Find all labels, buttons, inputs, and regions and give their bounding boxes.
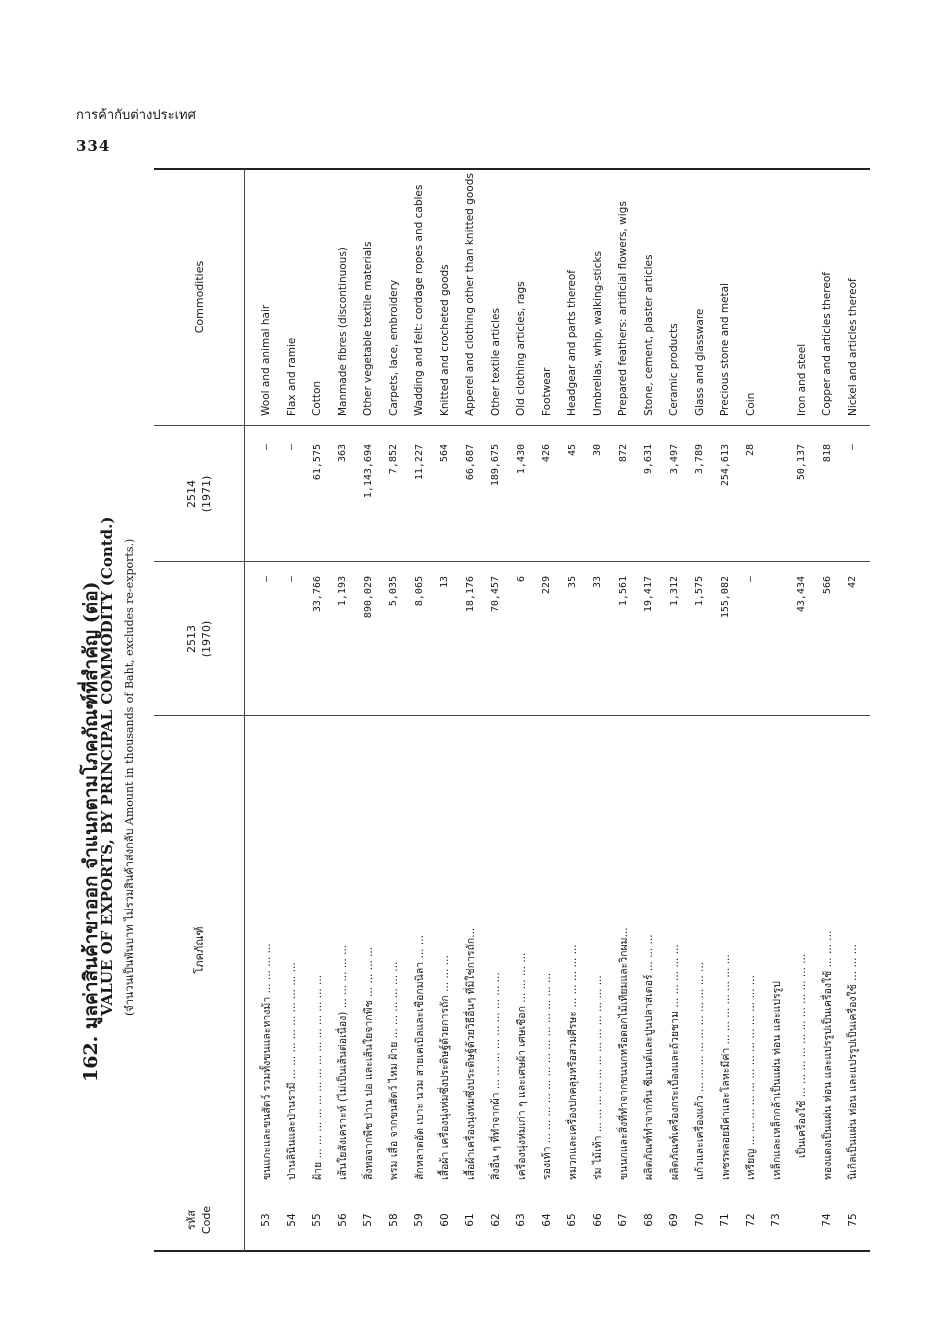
page-number: 334: [76, 137, 111, 155]
table-row: [356, 168, 380, 1252]
table-row: [560, 168, 584, 1252]
table-row: [458, 168, 482, 1252]
header-commodity-english: [154, 172, 244, 422]
row-value-1970: 18,176: [464, 576, 476, 613]
row-commodity-english: Apperel and clothing other than knitted goods: [464, 173, 476, 416]
row-commodity-english: Headgear and parts thereof: [566, 269, 578, 416]
row-code: 66: [591, 1213, 604, 1227]
row-commodity-thai: สักหลาดอัด เบาะ นวม สายเคเบิลและเชือกมนิลา ... ...: [413, 935, 426, 1180]
table-row: [509, 168, 533, 1252]
row-value-1970: 229: [541, 576, 552, 595]
row-commodity-thai: เสื้อผ้า เครื่องนุ่งห่มซึ่งประดิษฐ์ด้วยการถัก ... ... ...: [439, 955, 451, 1180]
row-commodity-thai: สิ่งทอจากพืช ป่าน ปอ และเส้นใยจากพืช ... ... ... ...: [362, 946, 375, 1180]
row-commodity-thai: ฝ้าย ... ... ... ... ... ... ... ... ... ... ... ... ... ...: [311, 974, 324, 1180]
row-commodity-thai: หมวกและเครื่องปกคลุมหรือสวมศีรษะ ... ... ... ... ...: [566, 944, 579, 1180]
row-value-1970: 33: [592, 576, 603, 589]
row-value-1970: 70,457: [490, 576, 501, 613]
row-code: 74: [821, 1213, 833, 1227]
row-commodity-thai: ร่ม ไม้เท้า ... ... ... ... ... ... ... ... ... ... ... ...: [592, 975, 604, 1180]
row-value-1971: 45: [566, 444, 578, 457]
row-commodity-thai: ขนแกะและขนสัตว์ รวมทั้งขนและหางม้า ... ... ... ...: [260, 943, 273, 1180]
row-value-1970: 1,312: [668, 576, 680, 607]
row-commodity-english: Umbrellas, whip, walking-sticks: [591, 251, 604, 416]
row-commodity-english: Coin: [744, 392, 757, 416]
row-commodity-english: Glass and glassware: [693, 308, 706, 416]
row-value-1970: 155,082: [719, 576, 731, 619]
header-year-1971: [154, 430, 244, 558]
row-commodity-english: Carpets, lace, embroidery: [387, 279, 400, 416]
row-code: 69: [668, 1213, 680, 1227]
row-code: 71: [719, 1213, 731, 1227]
section-title: การค้ากับต่างประเทศ: [76, 108, 196, 123]
row-value-1970: 890,029: [362, 576, 374, 619]
row-value-1971: 7,852: [388, 444, 399, 475]
row-code: 59: [413, 1213, 425, 1227]
table-row: [254, 168, 278, 1252]
row-commodity-thai: ขนนกและสิ่งที่ทำจากขนนกหรือดอกไม้เทียมและวิกผม...: [617, 927, 630, 1180]
row-value-1971: —: [286, 444, 297, 451]
row-value-1971: 254,613: [719, 444, 731, 487]
row-code: 56: [336, 1213, 349, 1227]
row-commodity-thai: เพชรพลอยมีค่าและโลหะมีค่า ... ... ... ... ... ... ...: [719, 954, 732, 1180]
row-value-1970: 8,065: [413, 576, 425, 607]
row-value-1971: 61,575: [311, 444, 323, 481]
table-row: [382, 168, 406, 1252]
row-code: 61: [464, 1213, 476, 1227]
row-code: 68: [642, 1213, 655, 1227]
table-titles: [76, 168, 152, 1252]
row-commodity-english: Knitted and crocheted goods: [438, 264, 451, 416]
row-value-1970: 13: [439, 576, 450, 589]
row-value-1971: 1,430: [515, 444, 527, 475]
row-value-1970: 6: [515, 576, 527, 583]
row-commodity-thai: แก้วและเครื่องแก้ว ... ... ... ... ... ... ... ... ... ...: [694, 961, 706, 1180]
header-divider: [244, 168, 245, 1252]
row-commodity-thai: เสื้อผ้าเครื่องนุ่งห่มซึ่งประดิษฐ์ด้วยวิธีอื่นๆ ที่มิใช่การถัก...: [464, 927, 477, 1180]
row-value-1971: 30: [592, 444, 603, 457]
row-commodity-english: Prepared feathers: artificial flowers, wigs: [617, 201, 629, 416]
table-row: [611, 168, 635, 1252]
row-commodity-english: Ceramic products: [668, 323, 680, 416]
row-value-1970: 566: [821, 576, 833, 595]
table-row: [662, 168, 686, 1252]
row-value-1971: 564: [439, 444, 450, 463]
row-value-1971: —: [260, 444, 272, 451]
table-unit-note: (จำนวนเป็นพันบาท ไม่รวมสินค้าส่งกลับ Amount in thousands of Baht, excludes re-exports.): [123, 538, 136, 1016]
table-title-english: VALUE OF EXPORTS, BY PRINCIPAL COMMODITY (Contd.): [98, 516, 116, 1016]
table-row: [713, 168, 737, 1252]
table-row: [688, 168, 712, 1252]
row-value-1971: 11,227: [413, 444, 425, 481]
row-code: 62: [489, 1213, 502, 1227]
row-commodity-thai: รองเท้า ... ... ... ... ... ... ... ... ... ... ... ... ...: [541, 972, 553, 1180]
row-code: 70: [693, 1213, 706, 1227]
header-year-1970-thai: 2513: [185, 625, 198, 653]
row-commodity-english: Wadding and felt: cordage ropes and cables: [413, 184, 425, 416]
row-commodity-thai: ทองแดงเป็นแผ่น ท่อน และแปรรูปเป็นเครื่องใช้ ... ... ...: [821, 930, 834, 1180]
table-title-thai: 162. มูลค่าสินค้าขาออก จำแนกตามโภคภัณฑ์ที่สำคัญ (ต่อ): [80, 581, 102, 1082]
row-commodity-thai: เครื่องนุ่งห่มเก่า ๆ และเศษผ้า เศษเชือก ... ... ... ...: [515, 952, 528, 1180]
row-code: 64: [540, 1213, 553, 1227]
row-code: 73: [770, 1213, 782, 1227]
table-row: [331, 168, 355, 1252]
table-row: [280, 168, 304, 1252]
row-value-1970: 5,035: [388, 576, 399, 607]
row-commodity-thai: ผลิตภัณฑ์ทำจากหิน ซีเมนต์และปูนปลาสเตอร์ ... ... ...: [643, 934, 655, 1180]
row-value-1970: 33,766: [311, 576, 323, 613]
table-row: [433, 168, 457, 1252]
table-row: [815, 168, 839, 1252]
header-year-1970-english: (1970): [200, 620, 213, 658]
header-commodity-thai: [154, 720, 244, 1180]
table-row: [535, 168, 559, 1252]
row-value-1971: 872: [617, 444, 629, 463]
row-commodity-english: Old clothing articles, rags: [515, 281, 527, 416]
rotated-table-block: [76, 168, 876, 1252]
row-value-1970: 42: [847, 576, 858, 589]
table-row: [764, 168, 788, 1252]
table-row: [586, 168, 610, 1252]
row-value-1971: 3,789: [694, 444, 705, 475]
table-row: [305, 168, 329, 1252]
row-code: 67: [617, 1213, 629, 1227]
header-commodity-thai-label: โภคภัณฑ์: [192, 926, 206, 974]
row-value-1971: 426: [541, 444, 552, 463]
row-commodity-english: Flax and ramie: [285, 337, 298, 416]
row-commodity-english: Cotton: [311, 380, 323, 416]
header-year-1971-thai: 2514: [185, 480, 198, 508]
row-commodity-thai: ผลิตภัณฑ์เครื่องกระเบื้องและถ้วยชาม ... ... ... ... ...: [668, 944, 681, 1180]
row-code: 57: [362, 1213, 374, 1227]
table-row: [739, 168, 763, 1252]
row-commodity-english: Nickel and articles thereof: [846, 278, 859, 416]
row-value-1971: 1,143,694: [362, 444, 374, 499]
row-commodity-english: Stone, cement, plaster articles: [642, 254, 655, 416]
row-value-1970: 1,575: [694, 576, 705, 607]
row-commodity-english: Footwear: [540, 367, 553, 416]
row-commodity-thai: เหล็กและเหล็กกล้าเป็นแผ่น ท่อน และแปรรูป: [770, 981, 783, 1180]
row-value-1970: 1,193: [337, 576, 348, 607]
row-commodity-thai: นิเกิลเป็นแผ่น ท่อน และแปรรูปเป็นเครื่องใช้ ... ... ...: [847, 944, 859, 1180]
row-value-1971: 363: [337, 444, 348, 463]
row-commodity-english: Copper and articles thereof: [821, 272, 833, 416]
row-commodity-english: Precious stone and metal: [719, 283, 731, 416]
table-row: [790, 168, 814, 1252]
row-value-1970: —: [260, 576, 272, 583]
row-code: 53: [260, 1213, 272, 1227]
row-value-1971: —: [847, 444, 858, 451]
row-value-1971: 818: [821, 444, 833, 463]
header-code-english: Code: [200, 1205, 213, 1235]
row-commodity-english: Manmade fibres (discontinuous): [336, 247, 349, 416]
table-row: [407, 168, 431, 1252]
row-value-1971: 9,631: [643, 444, 654, 475]
header-commodity-english-label: Commodities: [192, 260, 206, 334]
row-value-1970: 19,417: [643, 576, 654, 613]
row-value-1970: —: [745, 576, 756, 583]
row-value-1970: 1,561: [617, 576, 629, 607]
row-value-1970: 35: [566, 576, 578, 589]
row-commodity-english: Wool and animal hair: [260, 304, 272, 416]
row-commodity-thai: สิ่งอื่น ๆ ที่ทำจากผ้า ... ... ... ... ... ... ... ... ...: [490, 972, 502, 1180]
page-header: [76, 106, 196, 158]
row-value-1971: 189,675: [490, 444, 501, 487]
table-row: [484, 168, 508, 1252]
row-value-1971: 28: [745, 444, 756, 457]
header-code: [154, 1188, 244, 1252]
row-value-1971: 50,137: [796, 444, 807, 481]
row-code: 54: [285, 1213, 298, 1227]
row-value-1970: —: [286, 576, 297, 583]
header-code-thai: รหัส: [185, 1210, 198, 1230]
header-year-1971-english: (1971): [200, 475, 213, 513]
table-row: [841, 168, 865, 1252]
row-code: 55: [311, 1213, 323, 1227]
row-code: 58: [387, 1213, 400, 1227]
row-code: 65: [566, 1213, 578, 1227]
row-value-1971: 3,497: [668, 444, 680, 475]
row-commodity-thai: เส้นใยสังเคราะห์ (ไม่เป็นเส้นต่อเนื่อง) ... ... ... ... ...: [337, 944, 349, 1180]
row-commodity-thai: พรม เสื่อ จากขนสัตว์ ไหม ฝ้าย ... ... ... ... ... ...: [388, 961, 400, 1180]
table-row: [637, 168, 661, 1252]
row-code: 60: [438, 1213, 451, 1227]
row-commodity-english: Iron and steel: [795, 343, 808, 416]
row-value-1970: 43,434: [796, 576, 807, 613]
row-value-1971: 66,687: [464, 444, 476, 481]
row-commodity-thai: เป็นเครื่องใช้ ... ... ... ... ... ... ... ... ... ... ...: [796, 953, 808, 1158]
export-value-table: [154, 168, 870, 1252]
header-year-1970: [154, 566, 244, 712]
row-commodity-thai: เหรียญ ... ... ... ... ... ... ... ... ... ... ... ... ...: [745, 975, 757, 1180]
row-code: 63: [515, 1213, 527, 1227]
row-commodity-english: Other vegetable textile materials: [362, 241, 374, 416]
row-code: 72: [744, 1213, 757, 1227]
row-commodity-thai: ป่านลินินและป่านรามี ... ... ... ... ... ... ... ... ...: [286, 962, 298, 1180]
row-commodity-english: Other textile articles: [489, 308, 502, 416]
row-code: 75: [846, 1213, 859, 1227]
